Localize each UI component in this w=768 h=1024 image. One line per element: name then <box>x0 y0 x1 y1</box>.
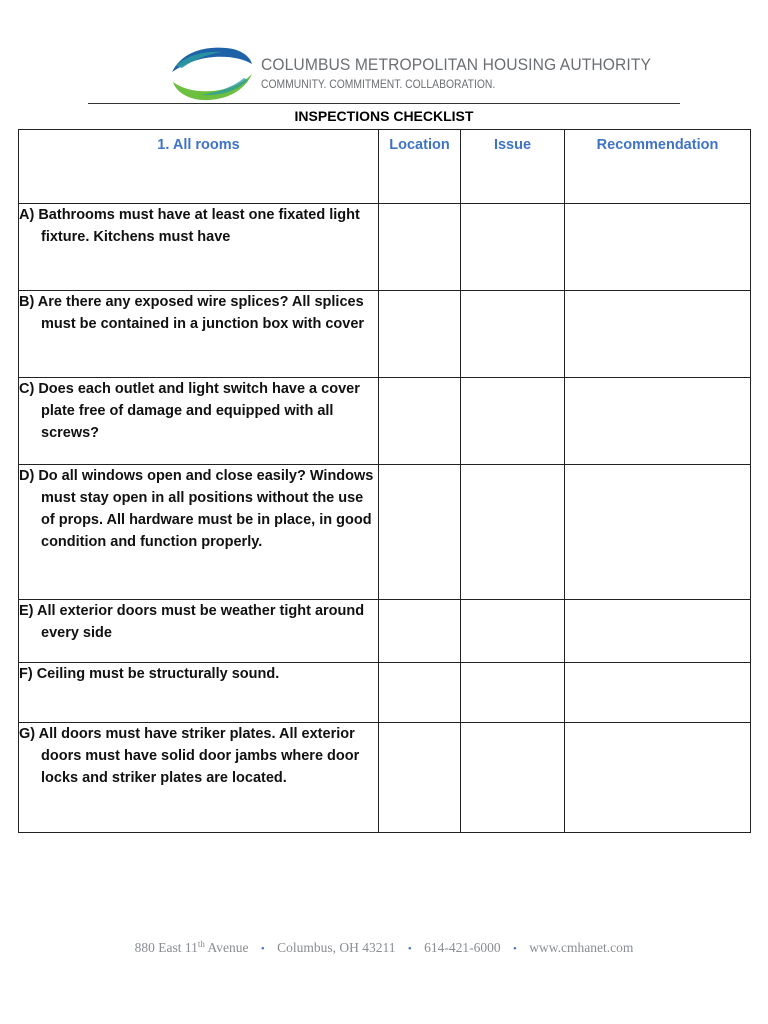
location-cell[interactable] <box>379 663 461 723</box>
recommendation-cell[interactable] <box>565 723 751 833</box>
location-cell[interactable] <box>379 378 461 465</box>
footer-phone: 614-421-6000 <box>424 940 501 955</box>
org-tagline: COMMUNITY. COMMITMENT. COLLABORATION. <box>261 79 496 91</box>
column-header-all-rooms: 1. All rooms <box>19 130 379 204</box>
footer-separator: • <box>407 943 412 955</box>
checklist-item <box>19 378 379 465</box>
recommendation-cell[interactable] <box>565 600 751 663</box>
column-header-recommendation: Recommendation <box>565 130 751 204</box>
recommendation-cell[interactable] <box>565 465 751 600</box>
table-row <box>19 600 751 663</box>
column-header-issue: Issue <box>461 130 565 204</box>
checklist-item <box>19 204 379 291</box>
checklist-item <box>19 663 379 723</box>
issue-cell[interactable] <box>461 663 565 723</box>
table-row <box>19 378 751 465</box>
issue-cell[interactable] <box>461 204 565 291</box>
recommendation-cell[interactable] <box>565 204 751 291</box>
cmha-logo-icon <box>170 46 254 102</box>
footer-city: Columbus, OH 43211 <box>277 940 396 955</box>
location-cell[interactable] <box>379 723 461 833</box>
checklist-item-text: E) All exterior doors must be weather tight around every side <box>19 603 365 641</box>
recommendation-cell[interactable] <box>565 291 751 378</box>
issue-cell[interactable] <box>461 723 565 833</box>
table-row <box>19 204 751 291</box>
recommendation-cell[interactable] <box>565 378 751 465</box>
footer-contact-line <box>0 940 768 956</box>
checklist-item-text: D) Do all windows open and close easily? Windows must stay open in all positions without the use of props. All hardware must be in place, in good condition and function properly. <box>19 468 374 550</box>
checklist-item-text: B) Are there any exposed wire splices? All splices must be contained in a junction box with cover <box>19 294 365 332</box>
checklist-item-text: F) Ceiling must be structurally sound. <box>19 666 280 682</box>
footer-address <box>135 940 249 955</box>
checklist-item <box>19 600 379 663</box>
issue-cell[interactable] <box>461 600 565 663</box>
checklist-item <box>19 723 379 833</box>
inspection-checklist-table <box>18 129 751 833</box>
location-cell[interactable] <box>379 600 461 663</box>
checklist-item-text: G) All doors must have striker plates. All exterior doors must have solid door jambs where door locks and striker plates are located. <box>19 726 360 786</box>
checklist-item-text: A) Bathrooms must have at least one fixated light fixture. Kitchens must have <box>19 207 360 245</box>
issue-cell[interactable] <box>461 291 565 378</box>
header-divider <box>88 103 680 104</box>
recommendation-cell[interactable] <box>565 663 751 723</box>
location-cell[interactable] <box>379 465 461 600</box>
page-title: INSPECTIONS CHECKLIST <box>294 108 474 124</box>
location-cell[interactable] <box>379 204 461 291</box>
table-row <box>19 465 751 600</box>
table-row <box>19 291 751 378</box>
footer-address-street: 880 East 11 <box>134 940 198 955</box>
table-row <box>19 663 751 723</box>
checklist-item-text: C) Does each outlet and light switch have a cover plate free of damage and equipped with all screws? <box>19 381 360 441</box>
issue-cell[interactable] <box>461 465 565 600</box>
footer-website-link[interactable]: www.cmhanet.com <box>529 940 634 955</box>
checklist-item <box>19 465 379 600</box>
footer-address-suffix: Avenue <box>204 940 249 955</box>
footer-address-ordinal: th <box>197 939 205 949</box>
column-header-location: Location <box>379 130 461 204</box>
issue-cell[interactable] <box>461 378 565 465</box>
location-cell[interactable] <box>379 291 461 378</box>
table-row <box>19 723 751 833</box>
footer-separator: • <box>513 943 517 955</box>
checklist-item <box>19 291 379 378</box>
org-name: COLUMBUS METROPOLITAN HOUSING AUTHORITY <box>261 55 651 74</box>
footer-separator: • <box>260 943 265 955</box>
table-header-row <box>19 130 751 204</box>
